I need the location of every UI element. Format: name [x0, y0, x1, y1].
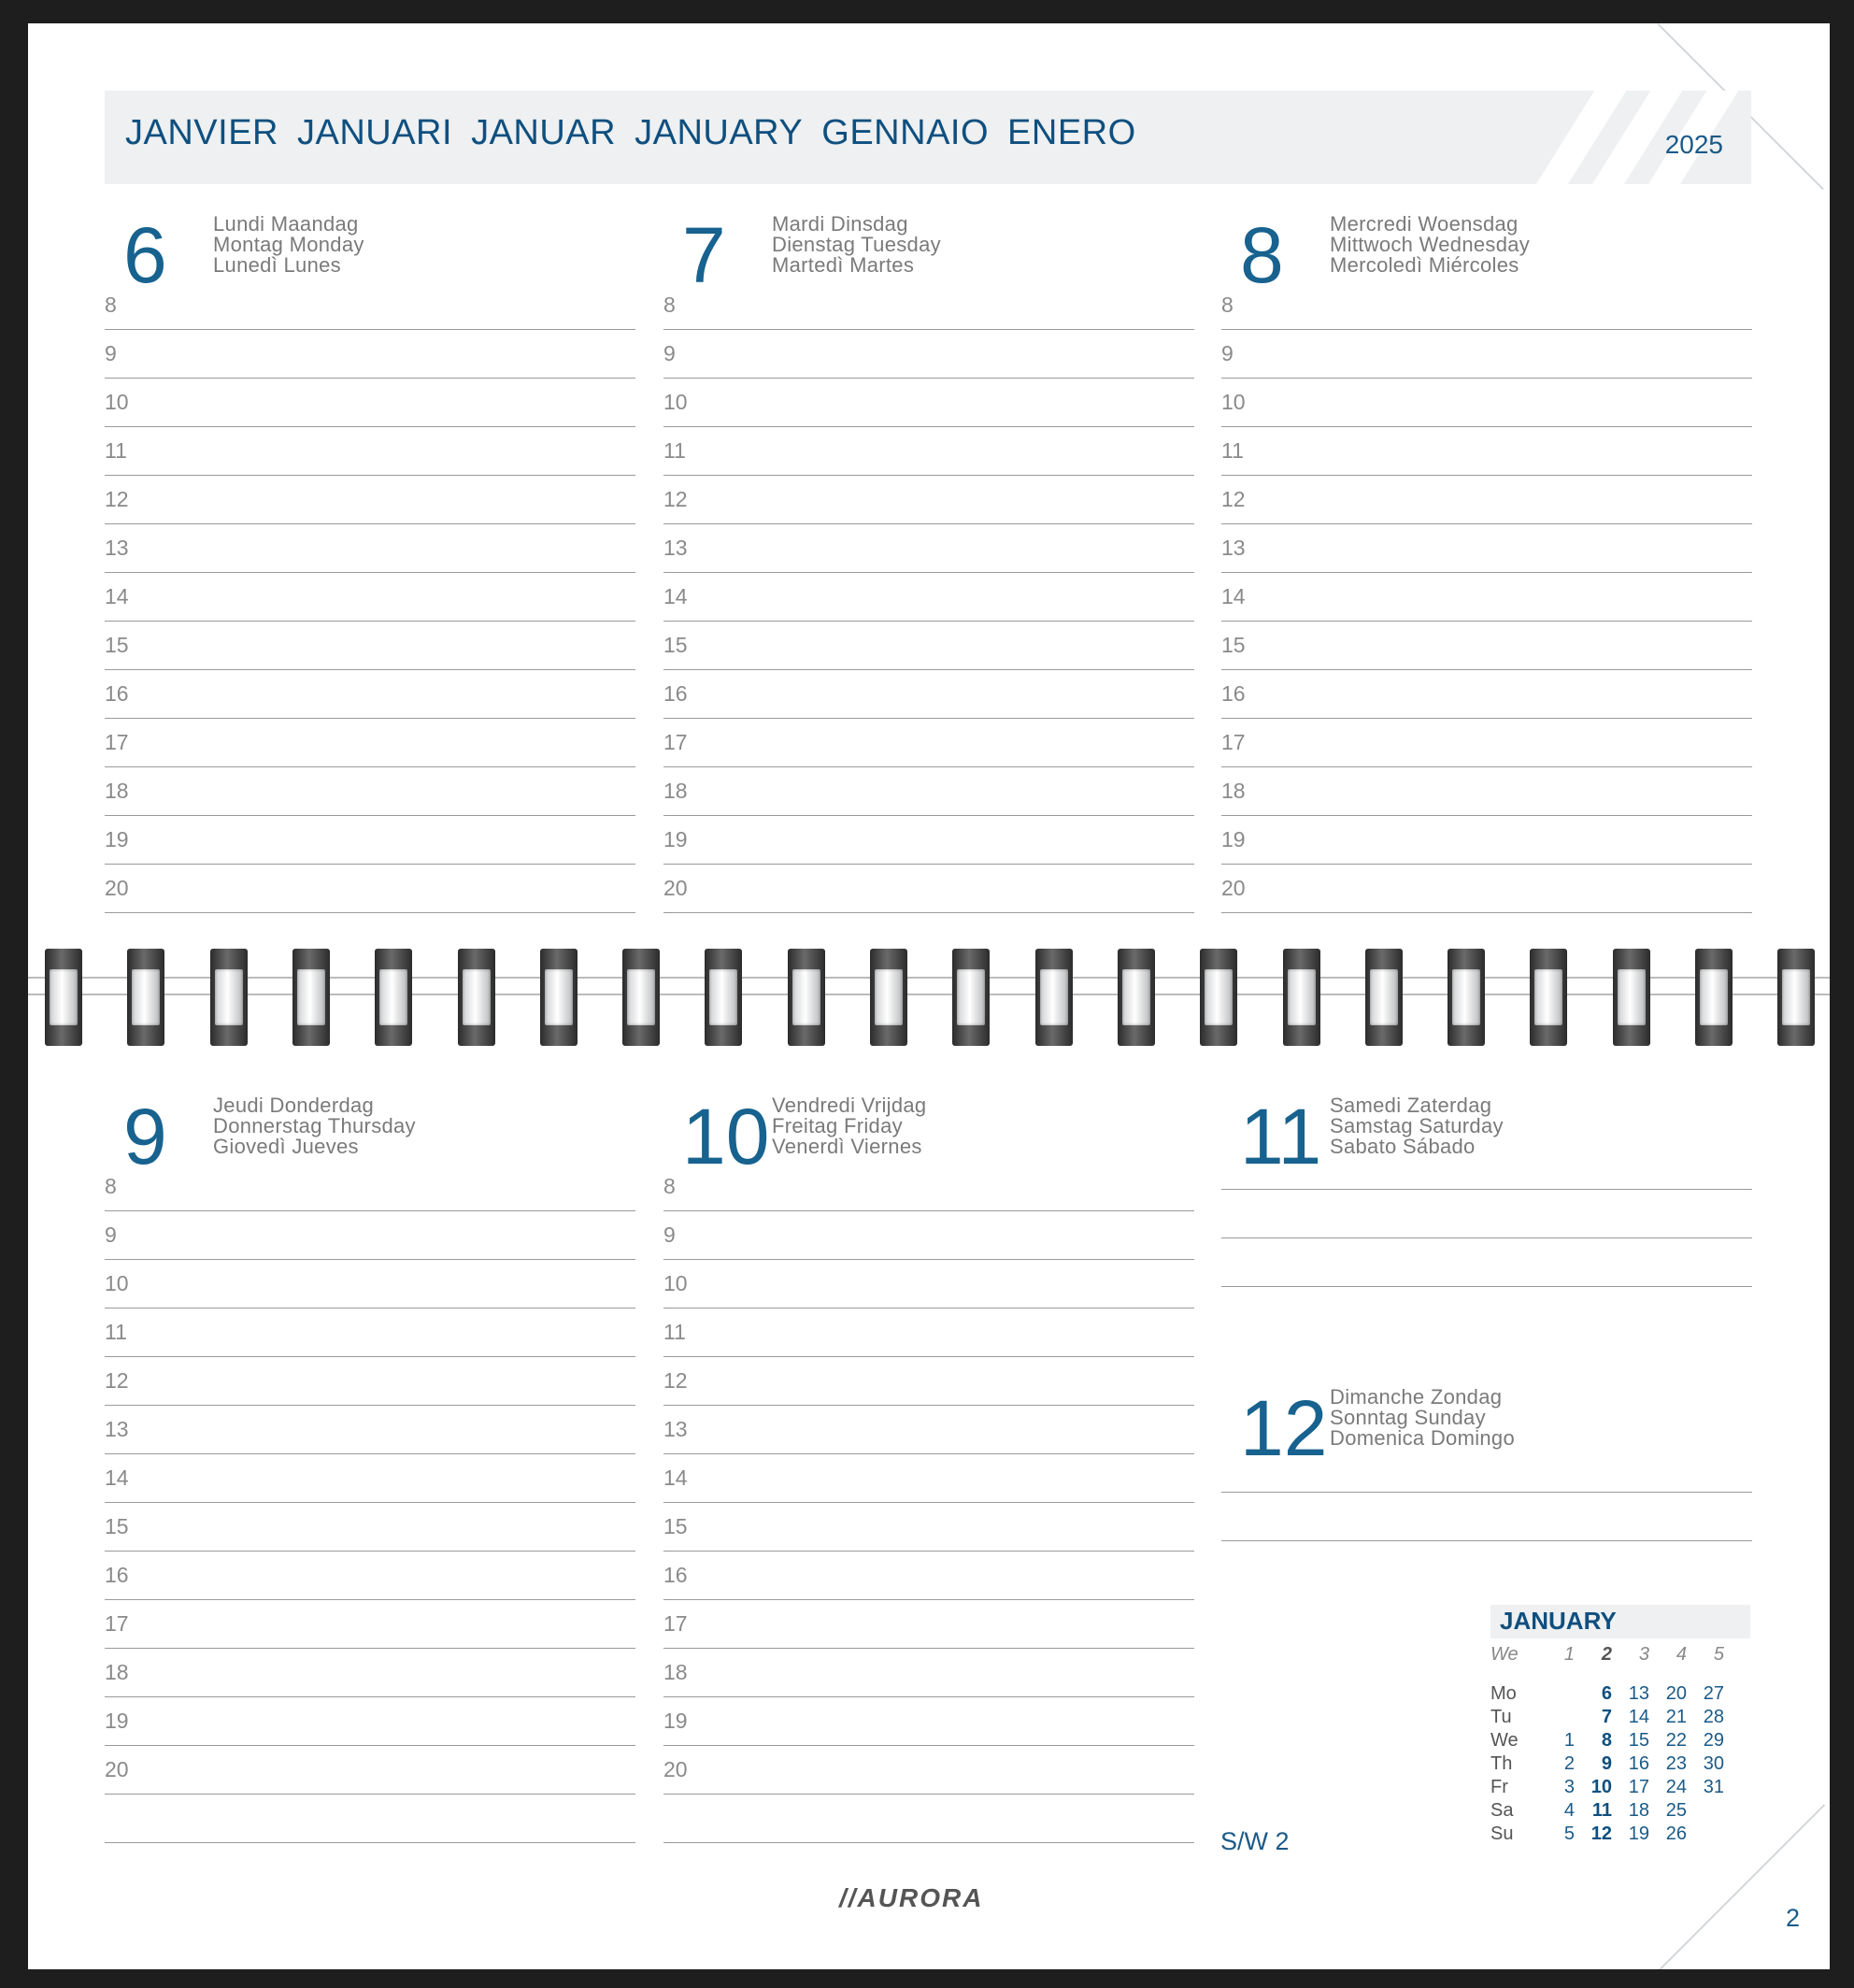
hour-row[interactable] [663, 767, 1194, 816]
mini-calendar-day-row [1490, 1824, 1750, 1847]
hour-row[interactable] [1221, 427, 1752, 476]
extra-note-row[interactable] [105, 1795, 635, 1843]
hour-label: 12 [663, 1368, 688, 1393]
hour-row[interactable] [105, 379, 635, 427]
weekday-label: Mo [1490, 1683, 1517, 1704]
binding-ring [292, 949, 330, 1046]
date-cell[interactable]: 15 [1628, 1730, 1649, 1751]
note-line[interactable] [1221, 1286, 1752, 1287]
day-names [1330, 1387, 1515, 1449]
hour-label: 20 [1221, 876, 1246, 900]
hour-row[interactable] [663, 476, 1194, 524]
hour-label: 16 [663, 1563, 688, 1587]
hour-label: 8 [663, 1174, 676, 1198]
hour-row[interactable] [663, 330, 1194, 379]
hour-label: 16 [105, 681, 129, 706]
day-names [213, 214, 364, 276]
hour-row[interactable] [1221, 330, 1752, 379]
binding-ring [705, 949, 742, 1046]
hour-label: 8 [663, 293, 676, 317]
hour-row[interactable] [663, 1309, 1194, 1357]
hour-label: 10 [105, 1271, 129, 1295]
month-name-it: GENNAIO [821, 113, 990, 152]
hour-row[interactable] [663, 622, 1194, 670]
date-cell[interactable]: 5 [1563, 1824, 1575, 1844]
hour-row[interactable] [105, 1163, 635, 1211]
hour-row[interactable] [105, 1309, 635, 1357]
day-name-line: Mercoledì Miércoles [1330, 253, 1519, 277]
day-name-line: Mittwoch Wednesday [1330, 233, 1531, 256]
day-names [772, 214, 941, 276]
day-number: 10 [682, 1093, 770, 1180]
day-name-line: Sonntag Sunday [1330, 1406, 1486, 1429]
hour-row[interactable] [663, 1454, 1194, 1503]
hour-label: 8 [105, 1174, 117, 1198]
note-line[interactable] [1221, 1492, 1752, 1493]
hour-label: 12 [105, 487, 129, 511]
day-name-line: Venerdì Viernes [772, 1135, 922, 1158]
month-title [125, 113, 1155, 153]
hour-row[interactable] [1221, 281, 1752, 330]
hour-row[interactable] [663, 1211, 1194, 1260]
hour-label: 13 [1221, 536, 1246, 560]
date-cell[interactable]: 18 [1628, 1800, 1649, 1821]
day-name-line: Sabato Sábado [1330, 1135, 1476, 1158]
hour-label: 15 [663, 633, 688, 657]
date-cell[interactable]: 9 [1601, 1753, 1612, 1774]
hour-row[interactable] [663, 573, 1194, 622]
hour-row[interactable] [105, 1649, 635, 1697]
hour-label: 18 [663, 1660, 688, 1684]
date-cell[interactable]: 27 [1703, 1683, 1724, 1704]
hour-row[interactable] [663, 379, 1194, 427]
day-name-line: Montag Monday [213, 233, 364, 256]
hour-row[interactable] [1221, 719, 1752, 767]
month-name-nl: JANUARI [296, 113, 453, 152]
day-names [1330, 214, 1530, 276]
day-name-line: Dienstag Tuesday [772, 233, 941, 256]
day-name-line: Samstag Saturday [1330, 1114, 1504, 1137]
hour-row[interactable] [105, 524, 635, 573]
mini-calendar-title-bar [1490, 1605, 1750, 1638]
binding-ring [870, 949, 907, 1046]
hour-label: 9 [663, 341, 676, 365]
hour-label: 14 [663, 584, 688, 608]
date-cell[interactable]: 28 [1703, 1707, 1724, 1727]
note-line[interactable] [1221, 1540, 1752, 1541]
date-cell[interactable]: 26 [1665, 1824, 1687, 1844]
hour-label: 10 [663, 1271, 688, 1295]
date-cell[interactable]: 12 [1590, 1824, 1612, 1844]
weekday-label: Sa [1490, 1800, 1514, 1821]
hour-row[interactable] [663, 1406, 1194, 1454]
binding-ring [458, 949, 495, 1046]
year-label: 2025 [1664, 130, 1723, 159]
binding-ring [1777, 949, 1815, 1046]
hour-label: 19 [105, 1709, 129, 1733]
hour-label: 17 [663, 730, 688, 754]
hour-label: 20 [663, 876, 688, 900]
hour-row[interactable] [663, 1746, 1194, 1795]
day-names [1330, 1095, 1504, 1157]
hour-label: 11 [663, 438, 686, 463]
hour-label: 20 [663, 1757, 688, 1781]
date-cell[interactable]: 25 [1665, 1800, 1687, 1821]
mini-calendar-day-row [1490, 1753, 1750, 1777]
week-number: S/W 2 [1220, 1827, 1290, 1855]
binding-ring [1118, 949, 1155, 1046]
page-number: 2 [1785, 1904, 1800, 1932]
binding-ring [540, 949, 578, 1046]
date-cell[interactable]: 31 [1703, 1777, 1724, 1797]
day-number: 6 [123, 211, 167, 299]
hour-row[interactable] [663, 1163, 1194, 1211]
hour-row[interactable] [105, 1260, 635, 1309]
hour-row[interactable] [1221, 379, 1752, 427]
date-cell[interactable]: 22 [1665, 1730, 1687, 1751]
hour-row[interactable] [1221, 767, 1752, 816]
date-cell[interactable]: 17 [1628, 1777, 1649, 1797]
weekday-label: Tu [1490, 1707, 1512, 1727]
hour-label: 13 [663, 536, 688, 560]
binding-ring [1365, 949, 1403, 1046]
hour-label: 12 [1221, 487, 1246, 511]
hour-label: 16 [1221, 681, 1246, 706]
date-cell[interactable]: 11 [1591, 1800, 1612, 1821]
hour-row[interactable] [663, 865, 1194, 913]
day-name-line: Vendredi Vrijdag [772, 1094, 927, 1117]
hour-label: 8 [105, 293, 117, 317]
day-number: 11 [1240, 1093, 1322, 1180]
date-cell[interactable]: 20 [1665, 1683, 1687, 1704]
week-number-cell: 1 [1563, 1644, 1575, 1665]
month-name-fr: JANVIER [125, 113, 278, 152]
date-cell[interactable]: 30 [1703, 1753, 1724, 1774]
hour-label: 12 [663, 487, 688, 511]
spiral-binding [28, 949, 1830, 1051]
binding-ring [1613, 949, 1650, 1046]
hour-row[interactable] [105, 1406, 635, 1454]
date-cell[interactable]: 29 [1703, 1730, 1724, 1751]
day-name-line: Domenica Domingo [1330, 1426, 1515, 1450]
hour-label: 14 [105, 1466, 129, 1490]
date-cell[interactable]: 10 [1590, 1777, 1612, 1797]
hour-label: 18 [105, 1660, 129, 1684]
date-cell[interactable]: 23 [1665, 1753, 1687, 1774]
hour-row[interactable] [663, 1357, 1194, 1406]
hour-label: 15 [105, 633, 129, 657]
hour-label: 20 [105, 1757, 129, 1781]
day-names [213, 1095, 416, 1157]
week-number-cell: 3 [1638, 1644, 1649, 1665]
hour-row[interactable] [1221, 816, 1752, 865]
hour-label: 16 [105, 1563, 129, 1587]
date-cell[interactable]: 19 [1628, 1824, 1649, 1844]
hour-label: 13 [105, 1417, 129, 1441]
week-number-cell: 4 [1676, 1644, 1687, 1665]
hour-row[interactable] [663, 427, 1194, 476]
day-name-line: Lunedì Lunes [213, 253, 341, 277]
binding-ring [1695, 949, 1733, 1046]
binding-ring [210, 949, 248, 1046]
date-cell[interactable]: 2 [1563, 1753, 1575, 1774]
hour-row[interactable] [105, 1600, 635, 1649]
hour-label: 12 [105, 1368, 129, 1393]
hour-row[interactable] [105, 1746, 635, 1795]
day-name-line: Freitag Friday [772, 1114, 903, 1137]
hour-row[interactable] [105, 281, 635, 330]
hour-label: 9 [105, 1223, 117, 1247]
hour-label: 15 [663, 1514, 688, 1538]
date-cell[interactable]: 14 [1628, 1707, 1649, 1727]
hour-row[interactable] [105, 1357, 635, 1406]
binding-ring [622, 949, 660, 1046]
weekday-label: Su [1490, 1824, 1514, 1844]
month-header [105, 91, 1751, 184]
date-cell[interactable]: 24 [1665, 1777, 1687, 1797]
binding-ring [45, 949, 82, 1046]
hour-row[interactable] [1221, 670, 1752, 719]
hour-label: 18 [663, 779, 688, 803]
extra-note-row[interactable] [663, 1795, 1194, 1843]
day-number: 7 [682, 211, 726, 299]
hour-row[interactable] [105, 1503, 635, 1552]
date-cell[interactable]: 13 [1628, 1683, 1649, 1704]
day-name-line: Dimanche Zondag [1330, 1385, 1503, 1409]
hour-label: 15 [1221, 633, 1246, 657]
day-name-line: Lundi Maandag [213, 212, 359, 236]
hour-row[interactable] [105, 330, 635, 379]
hour-label: 11 [1221, 438, 1244, 463]
hour-label: 19 [1221, 827, 1246, 851]
hour-label: 10 [663, 390, 688, 414]
date-cell[interactable]: 1 [1563, 1730, 1575, 1751]
hour-row[interactable] [105, 476, 635, 524]
binding-ring [1200, 949, 1237, 1046]
hour-row[interactable] [1221, 622, 1752, 670]
hour-label: 11 [663, 1320, 686, 1344]
binding-ring [1448, 949, 1485, 1046]
hour-row[interactable] [663, 670, 1194, 719]
hour-label: 8 [1221, 293, 1234, 317]
binding-ring [788, 949, 825, 1046]
binding-ring [952, 949, 990, 1046]
date-cell[interactable]: 8 [1601, 1730, 1612, 1751]
day-name-line: Giovedì Jueves [213, 1135, 359, 1158]
hour-label: 20 [105, 876, 129, 900]
hour-label: 19 [663, 1709, 688, 1733]
week-number-cell: 5 [1713, 1644, 1724, 1665]
day-name-line: Mercredi Woensdag [1330, 212, 1519, 236]
hour-row[interactable] [1221, 524, 1752, 573]
hour-row[interactable] [663, 281, 1194, 330]
day-number: 9 [123, 1093, 167, 1180]
hour-row[interactable] [663, 719, 1194, 767]
brand-logo: //AURORA [839, 1883, 984, 1912]
weekday-label: Fr [1490, 1777, 1508, 1797]
hour-row[interactable] [105, 1211, 635, 1260]
weekday-label: Th [1490, 1753, 1513, 1774]
binding-ring [1035, 949, 1073, 1046]
mini-calendar-day-row [1490, 1777, 1750, 1800]
week-header-label: We [1490, 1644, 1519, 1665]
month-name-es: ENERO [1007, 113, 1136, 152]
hour-row[interactable] [105, 865, 635, 913]
hour-row[interactable] [1221, 573, 1752, 622]
day-number: 8 [1240, 211, 1284, 299]
hour-row[interactable] [1221, 865, 1752, 913]
mini-calendar-day-row [1490, 1800, 1750, 1824]
hour-label: 17 [105, 1611, 129, 1636]
date-cell[interactable]: 7 [1601, 1707, 1612, 1727]
day-number: 12 [1240, 1384, 1328, 1472]
hour-label: 11 [105, 1320, 127, 1344]
day-name-line: Donnerstag Thursday [213, 1114, 416, 1137]
hour-lines [1221, 281, 1752, 913]
day-name-line: Martedì Martes [772, 253, 915, 277]
hour-label: 14 [663, 1466, 688, 1490]
binding-ring [375, 949, 412, 1046]
date-cell[interactable]: 3 [1563, 1777, 1575, 1797]
hour-row[interactable] [663, 816, 1194, 865]
hour-row[interactable] [105, 1552, 635, 1600]
hour-row[interactable] [663, 1552, 1194, 1600]
hour-row[interactable] [105, 670, 635, 719]
mini-calendar-week-row [1490, 1644, 1750, 1667]
date-cell[interactable]: 4 [1563, 1800, 1575, 1821]
hour-label: 9 [105, 341, 117, 365]
mini-calendar-day-row [1490, 1683, 1750, 1707]
hour-lines [663, 281, 1194, 913]
hour-label: 15 [105, 1514, 129, 1538]
hour-label: 17 [1221, 730, 1246, 754]
weekday-label: We [1490, 1730, 1519, 1751]
hour-row[interactable] [663, 1600, 1194, 1649]
hour-lines [105, 281, 635, 913]
day-name-line: Jeudi Donderdag [213, 1094, 375, 1117]
week-number-cell: 2 [1601, 1644, 1612, 1665]
hour-row[interactable] [105, 427, 635, 476]
hour-label: 19 [663, 827, 688, 851]
hour-label: 9 [663, 1223, 676, 1247]
date-cell[interactable]: 21 [1665, 1707, 1687, 1727]
hour-row[interactable] [663, 1503, 1194, 1552]
hour-row[interactable] [105, 767, 635, 816]
hour-row[interactable] [1221, 476, 1752, 524]
note-line[interactable] [1221, 1189, 1752, 1190]
hour-label: 18 [105, 779, 129, 803]
hour-row[interactable] [663, 1260, 1194, 1309]
hour-row[interactable] [105, 573, 635, 622]
day-names [772, 1095, 926, 1157]
binding-ring [127, 949, 164, 1046]
month-name-de: JANUAR [471, 113, 617, 152]
hour-label: 13 [105, 536, 129, 560]
hour-label: 10 [1221, 390, 1246, 414]
hour-label: 18 [1221, 779, 1246, 803]
hour-label: 14 [105, 584, 129, 608]
binding-ring [1283, 949, 1320, 1046]
hour-label: 19 [105, 827, 129, 851]
hour-row[interactable] [663, 1697, 1194, 1746]
planner-page [28, 23, 1830, 1969]
binding-ring [1530, 949, 1567, 1046]
hour-label: 17 [105, 730, 129, 754]
day-name-line: Mardi Dinsdag [772, 212, 908, 236]
hour-row[interactable] [105, 1697, 635, 1746]
note-line[interactable] [1221, 1237, 1752, 1238]
hour-label: 9 [1221, 341, 1234, 365]
hour-label: 17 [663, 1611, 688, 1636]
date-cell[interactable]: 6 [1601, 1683, 1612, 1704]
hour-row[interactable] [663, 1649, 1194, 1697]
date-cell[interactable]: 16 [1628, 1753, 1649, 1774]
hour-label: 11 [105, 438, 127, 463]
hour-row[interactable] [663, 524, 1194, 573]
mini-calendar-day-row [1490, 1730, 1750, 1753]
hour-label: 10 [105, 390, 129, 414]
day-name-line: Samedi Zaterdag [1330, 1094, 1492, 1117]
hour-row[interactable] [105, 719, 635, 767]
hour-lines [663, 1163, 1194, 1843]
hour-row[interactable] [105, 816, 635, 865]
hour-row[interactable] [105, 1454, 635, 1503]
mini-calendar [1490, 1605, 1750, 1844]
month-name-en: JANUARY [635, 113, 804, 152]
mini-calendar-title: JANUARY [1500, 1607, 1617, 1635]
hour-label: 14 [1221, 584, 1246, 608]
hour-lines [105, 1163, 635, 1843]
hour-row[interactable] [105, 622, 635, 670]
hour-label: 13 [663, 1417, 688, 1441]
hour-label: 16 [663, 681, 688, 706]
mini-calendar-day-row [1490, 1707, 1750, 1730]
